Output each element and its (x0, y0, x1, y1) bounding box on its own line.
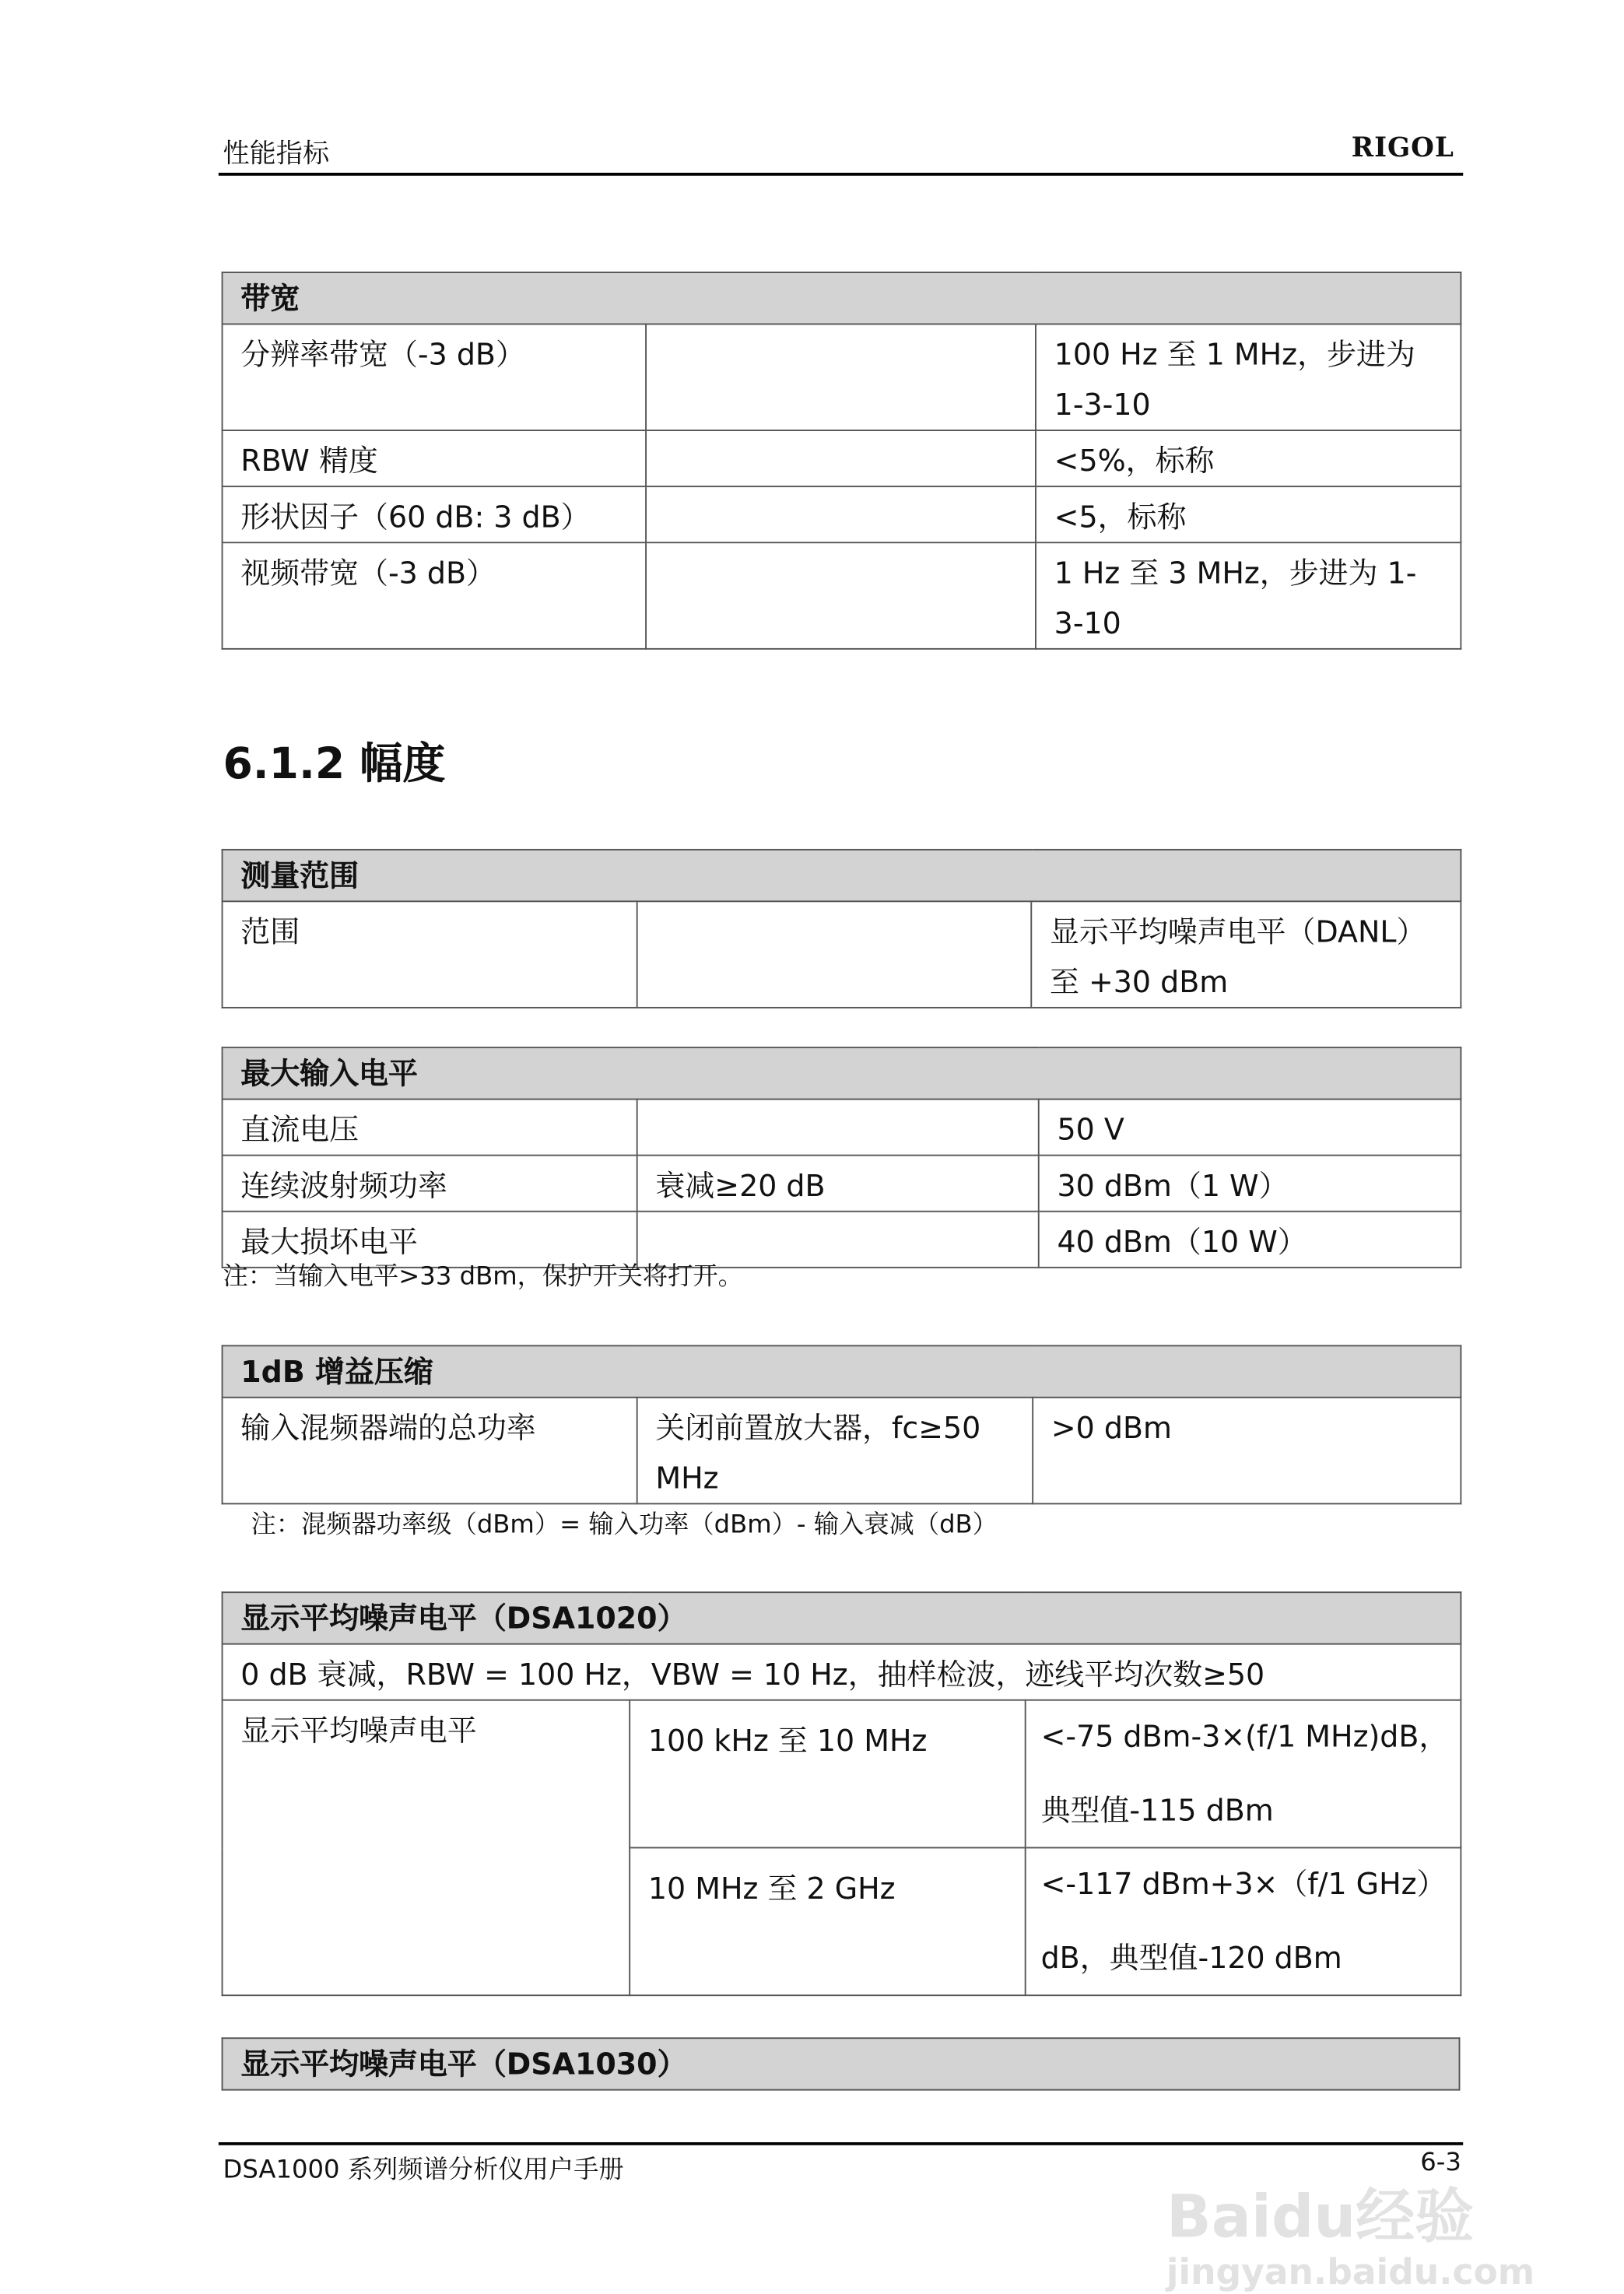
note: 注：当输入电平>33 dBm，保护开关将打开。 (223, 1262, 743, 1293)
table-title: 显示平均噪声电平（DSA1030） (223, 2038, 1460, 2089)
spec-cond (637, 901, 1032, 1008)
table-title: 1dB 增益压缩 (223, 1345, 1461, 1397)
spec-name: 分辨率带宽（-3 dB） (223, 324, 647, 430)
spec-value: 显示平均噪声电平（DANL）至 +30 dBm (1031, 901, 1461, 1008)
spec-cond (646, 430, 1036, 486)
brand-logo: RIGOL (1351, 132, 1454, 164)
spec-value-typical: dB，典型值-120 dBm (1040, 1940, 1342, 1976)
spec-value: 40 dBm（10 W） (1039, 1212, 1461, 1268)
spec-value: 30 dBm（1 W） (1039, 1156, 1461, 1212)
spec-name: 范围 (223, 901, 637, 1008)
footer-title: DSA1000 系列频谱分析仪用户手册 (223, 2155, 624, 2186)
spec-cond: 衰减≥20 dB (637, 1156, 1039, 1212)
test-condition: 0 dB 衰减，RBW = 100 Hz，VBW = 10 Hz，抽样检波，迹线平均次数≥50 (223, 1644, 1461, 1700)
spec-value: >0 dBm (1033, 1398, 1461, 1504)
baidu-watermark-logo: Baidu经验 (1166, 2184, 1475, 2252)
page-number: 6-3 (1420, 2148, 1461, 2178)
table-title: 带宽 (223, 272, 1461, 324)
spec-value: 100 Hz 至 1 MHz，步进为 1-3-10 (1036, 324, 1461, 430)
spec-cond (637, 1100, 1039, 1156)
header-title: 性能指标 (223, 139, 330, 170)
note: 注：混频器功率级（dBm）= 输入功率（dBm）- 输入衰减（dB） (251, 1510, 998, 1540)
spec-cond (646, 324, 1036, 430)
danl-dsa1020-table (222, 1591, 1462, 1996)
section-heading: 6.1.2 幅度 (223, 738, 446, 789)
spec-value: <5%，标称 (1036, 430, 1461, 486)
bandwidth-table (222, 272, 1462, 650)
spec-name: 形状因子（60 dB: 3 dB） (223, 486, 647, 542)
freq-range: 10 MHz 至 2 GHz (630, 1847, 1025, 1995)
spec-name: 连续波射频功率 (223, 1156, 637, 1212)
spec-value: 50 V (1039, 1100, 1461, 1156)
header-rule (219, 173, 1463, 176)
spec-value-typical: 典型值-115 dBm (1040, 1792, 1274, 1828)
spec-value: <-117 dBm+3×（f/1 GHz） (1040, 1866, 1447, 1902)
baidu-watermark-url: jingyan.baidu.com (1166, 2251, 1535, 2293)
range-table (222, 849, 1462, 1008)
spec-name: 直流电压 (223, 1100, 637, 1156)
spec-cond (646, 542, 1036, 649)
table-title: 最大输入电平 (223, 1047, 1461, 1099)
footer-rule (219, 2142, 1463, 2145)
danl-dsa1030-table (222, 2037, 1461, 2090)
spec-name: 显示平均噪声电平 (223, 1700, 630, 1995)
table-title: 测量范围 (223, 850, 1461, 901)
max-input-table (222, 1047, 1462, 1268)
spec-cond (646, 486, 1036, 542)
spec-name: RBW 精度 (223, 430, 647, 486)
table-title: 显示平均噪声电平（DSA1020） (223, 1592, 1461, 1643)
spec-name: 视频带宽（-3 dB） (223, 542, 647, 649)
spec-name: 最大损坏电平 (223, 1212, 637, 1268)
freq-range: 100 kHz 至 10 MHz (630, 1700, 1025, 1848)
spec-value: <-75 dBm-3×(f/1 MHz)dB， (1040, 1718, 1449, 1754)
compression-table (222, 1345, 1462, 1504)
spec-name: 输入混频器端的总功率 (223, 1398, 637, 1504)
spec-value: 1 Hz 至 3 MHz，步进为 1-3-10 (1036, 542, 1461, 649)
spec-value: <5，标称 (1036, 486, 1461, 542)
spec-cond: 关闭前置放大器，fc≥50 MHz (637, 1398, 1033, 1504)
